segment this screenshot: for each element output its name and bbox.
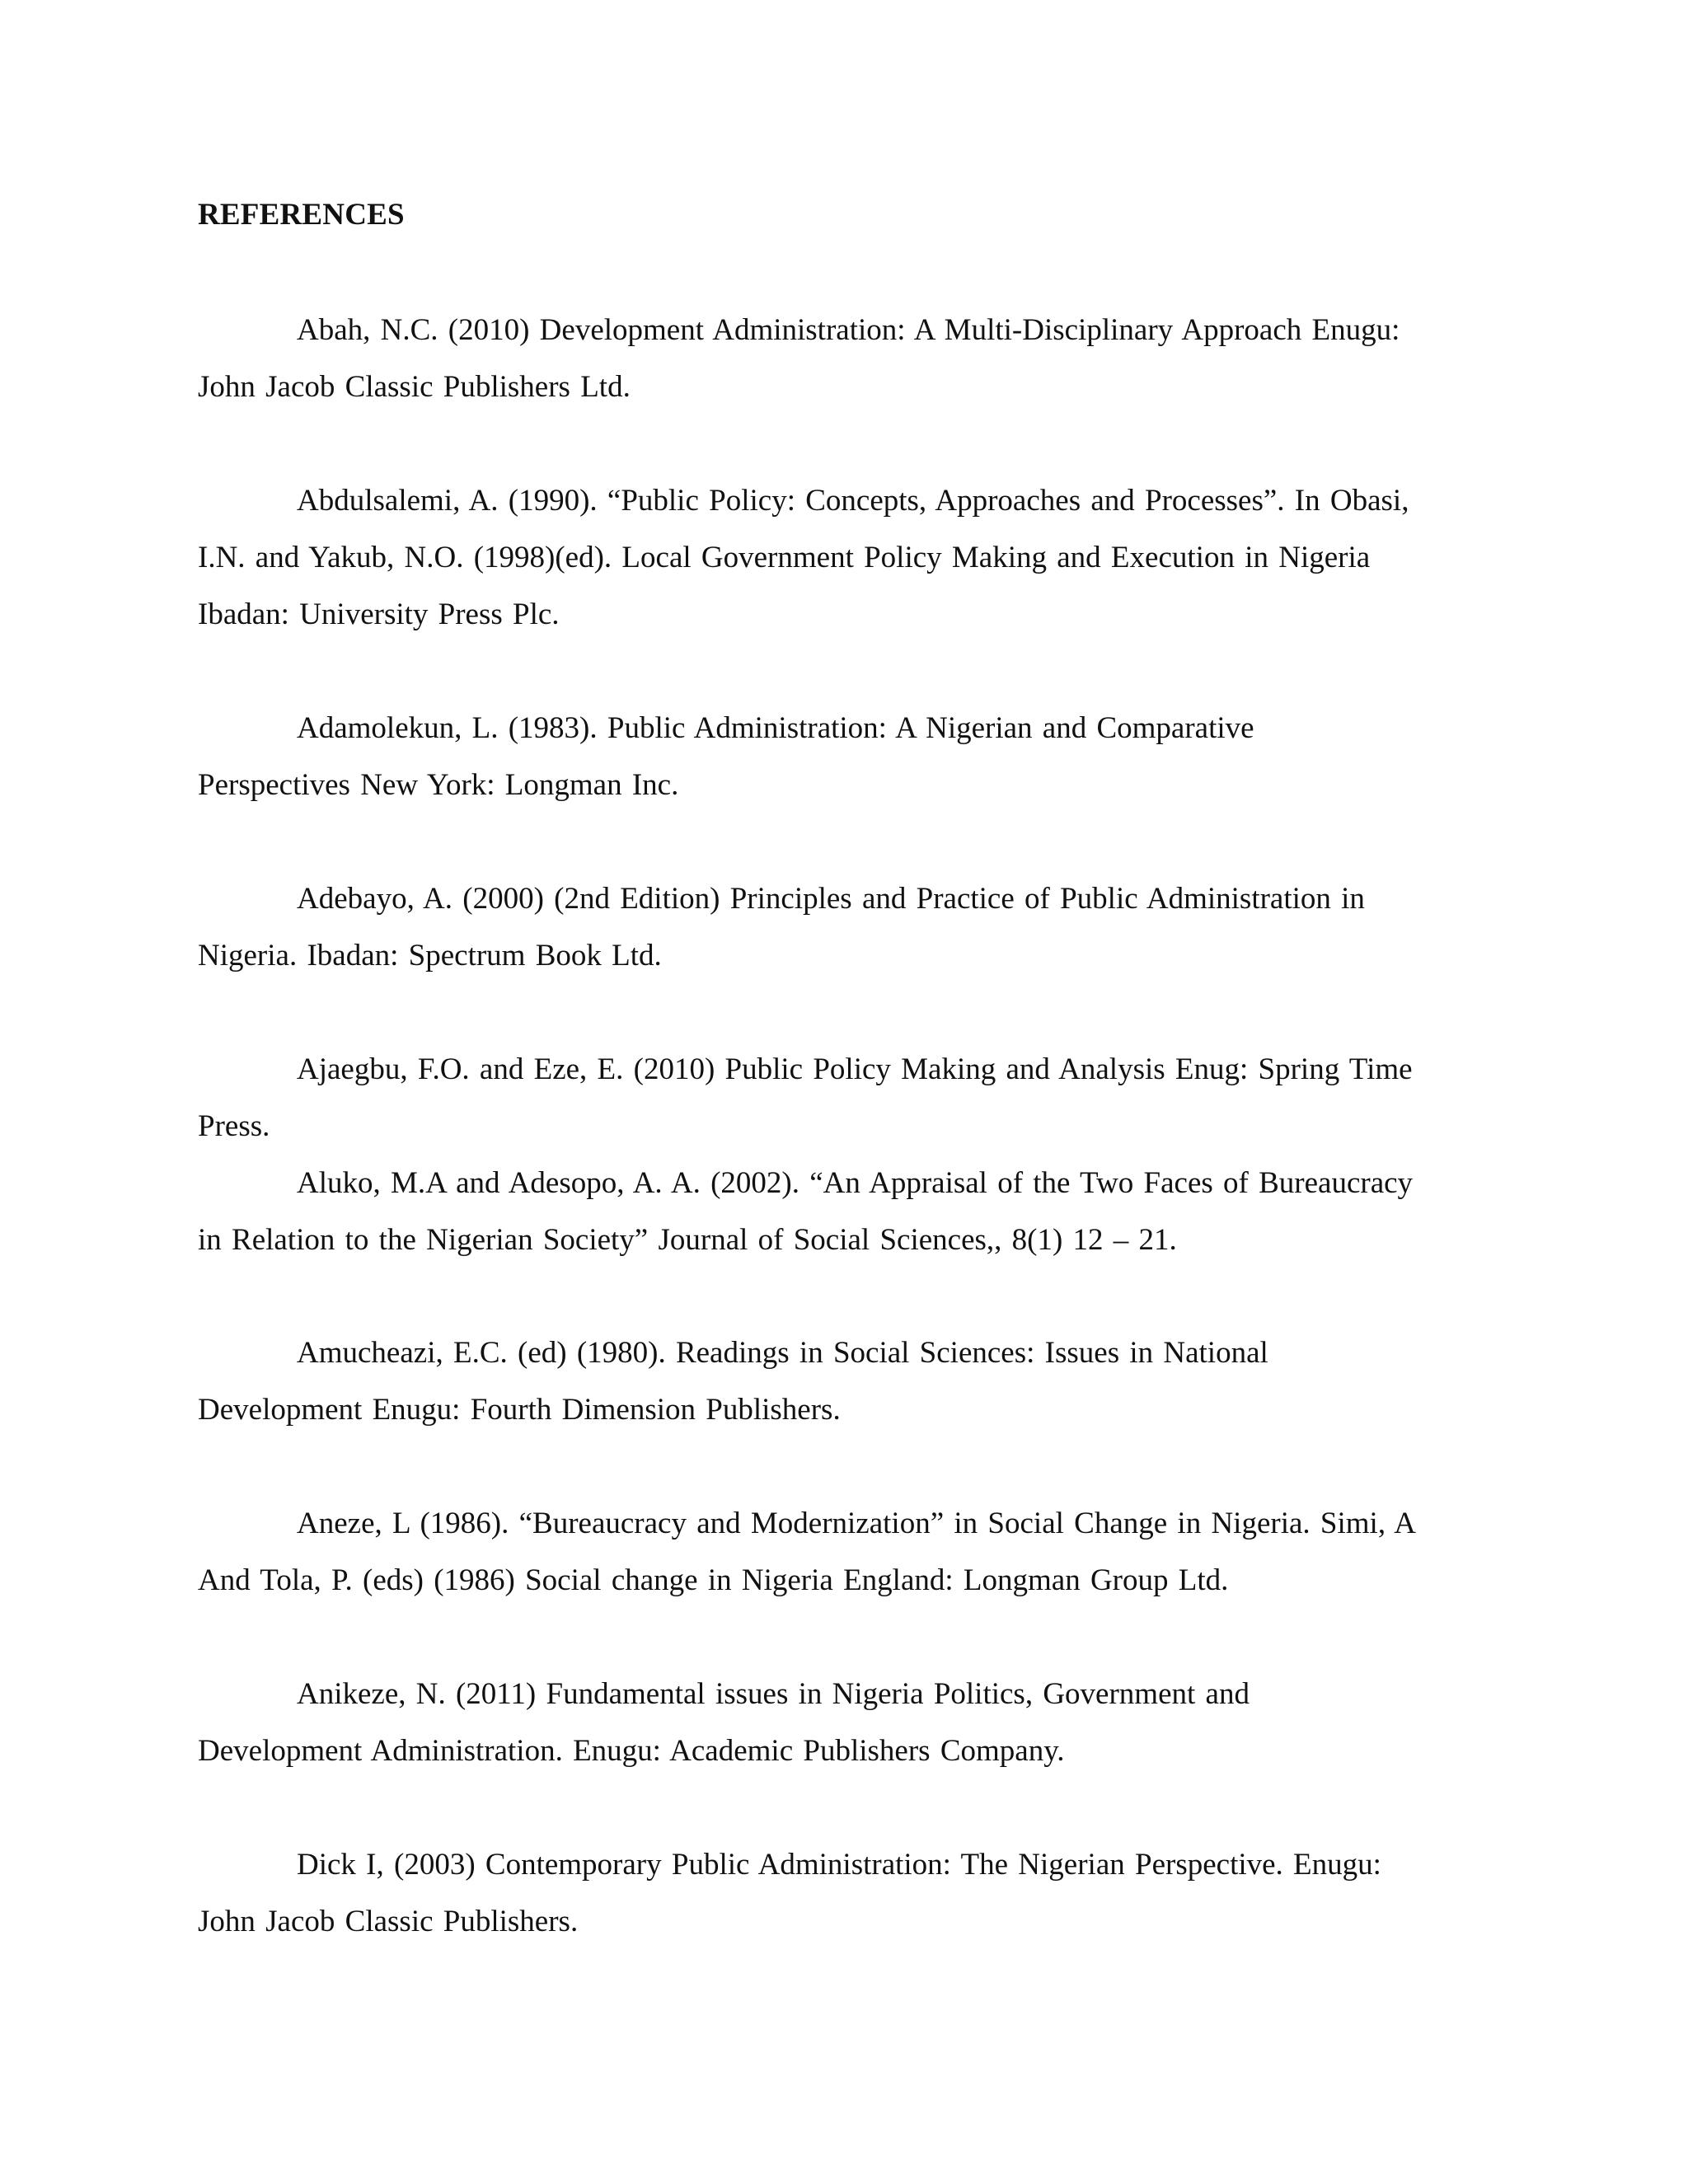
reference-line: Anikeze, N. (2011) Fundamental issues in Nigeria Politics, Government and bbox=[297, 1677, 1250, 1711]
reference-entry-abah bbox=[198, 302, 1475, 415]
reference-entry-dick bbox=[198, 1836, 1475, 1950]
reference-line: Adebayo, A. (2000) (2nd Edition) Principles and Practice of Public Administration in bbox=[297, 882, 1365, 916]
reference-line: John Jacob Classic Publishers. bbox=[198, 1905, 579, 1938]
reference-line: Amucheazi, E.C. (ed) (1980). Readings in Social Sciences: Issues in National bbox=[297, 1336, 1268, 1370]
page-title: REFERENCES bbox=[198, 198, 405, 232]
reference-entry-anikeze bbox=[198, 1666, 1475, 1779]
reference-line: Ajaegbu, F.O. and Eze, E. (2010) Public Policy Making and Analysis Enug: Spring Time bbox=[297, 1052, 1413, 1086]
reference-line: Ibadan: University Press Plc. bbox=[198, 598, 560, 631]
reference-entry-ajaegbu bbox=[198, 1041, 1475, 1155]
reference-line: Perspectives New York: Longman Inc. bbox=[198, 768, 679, 802]
reference-line: I.N. and Yakub, N.O. (1998)(ed). Local Government Policy Making and Execution in Nigeria bbox=[198, 541, 1371, 574]
reference-line: Abah, N.C. (2010) Development Administration: A Multi-Disciplinary Approach Enugu: bbox=[297, 313, 1400, 347]
reference-line: And Tola, P. (eds) (1986) Social change in Nigeria England: Longman Group Ltd. bbox=[198, 1563, 1229, 1597]
reference-line: Aneze, L (1986). “Bureaucracy and Modernization” in Social Change in Nigeria. Simi, A bbox=[297, 1507, 1416, 1540]
reference-line: Development Enugu: Fourth Dimension Publishers. bbox=[198, 1393, 841, 1427]
reference-entry-abdulsalemi bbox=[198, 472, 1475, 643]
reference-entry-aneze bbox=[198, 1495, 1475, 1609]
reference-line: Press. bbox=[198, 1109, 270, 1143]
reference-line: Aluko, M.A and Adesopo, A. A. (2002). “An Appraisal of the Two Faces of Bureaucracy bbox=[297, 1166, 1414, 1200]
reference-line: Nigeria. Ibadan: Spectrum Book Ltd. bbox=[198, 939, 662, 972]
reference-line: Dick I, (2003) Contemporary Public Administration: The Nigerian Perspective. Enugu: bbox=[297, 1848, 1381, 1882]
reference-line: Development Administration. Enugu: Academic Publishers Company. bbox=[198, 1734, 1065, 1768]
reference-entry-adebayo bbox=[198, 870, 1475, 984]
reference-entry-aluko bbox=[198, 1155, 1475, 1268]
reference-line: Adamolekun, L. (1983). Public Administration: A Nigerian and Comparative bbox=[297, 711, 1254, 745]
reference-entry-adamolekun bbox=[198, 700, 1475, 813]
reference-entry-amucheazi bbox=[198, 1324, 1475, 1438]
reference-line: John Jacob Classic Publishers Ltd. bbox=[198, 370, 631, 404]
reference-line: in Relation to the Nigerian Society” Journal of Social Sciences,, 8(1) 12 – 21. bbox=[198, 1223, 1177, 1257]
reference-line: Abdulsalemi, A. (1990). “Public Policy: Concepts, Approaches and Processes”. In Obasi, bbox=[297, 484, 1409, 518]
